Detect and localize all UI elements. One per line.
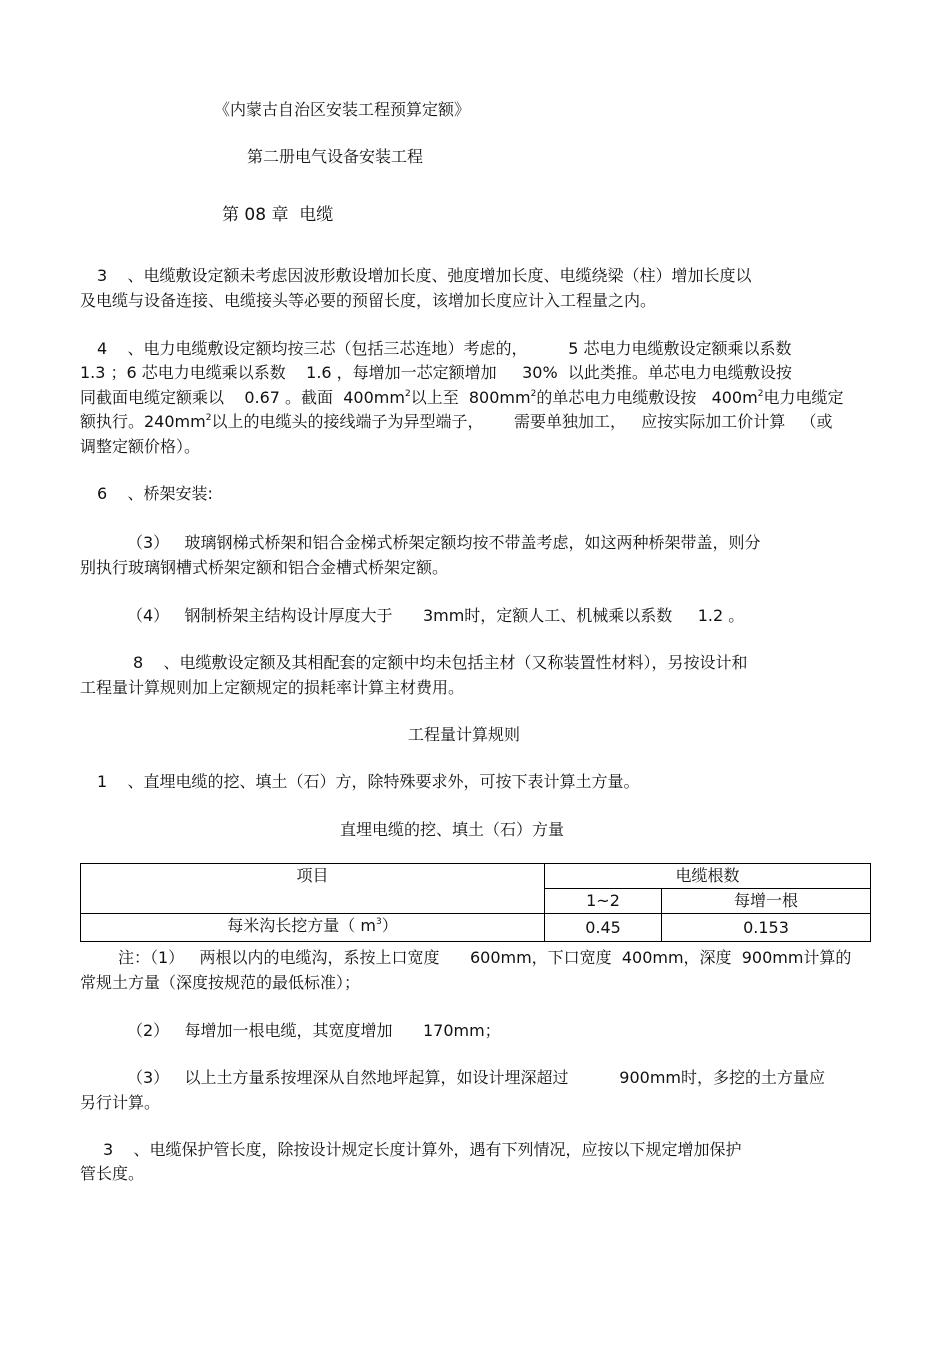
table-row-label-close: ） <box>381 916 398 935</box>
table-row-label-text: 每米沟长挖方量（ m <box>227 916 376 935</box>
superscript-2: 2 <box>757 389 764 399</box>
table-header-each-additional: 每增一根 <box>662 889 871 914</box>
paragraph-4-line-3a: 同截面电缆定额乘以 0.67 。截面 400mm <box>80 388 405 407</box>
note-1-line-1: 注：（1） 两根以内的电缆沟，系按上口宽度 600mm，下口宽度 400mm，深度 900mm计算的 <box>118 948 852 967</box>
table-header-item: 项目 <box>81 864 545 914</box>
paragraph-4-line-3b: 以上至 800mm <box>410 388 531 407</box>
rules-title: 工程量计算规则 <box>408 725 521 744</box>
superscript-2: 2 <box>530 389 537 399</box>
superscript-3: 3 <box>375 917 382 927</box>
note-1-line-2: 常规土方量（深度按规范的最低标准）； <box>80 973 361 992</box>
paragraph-4-line-3c: 的单芯电力电缆敷设按 400m <box>536 388 758 407</box>
paragraph-3-line-2: 及电缆与设备连接、电缆接头等必要的预留长度，该增加长度应计入工程量之内。 <box>80 291 657 310</box>
table-row-label <box>81 914 545 942</box>
paragraph-8-line-2: 工程量计算规则加上定额规定的损耗率计算主材费用。 <box>80 678 465 697</box>
paragraph-4-line-3d: 电力电缆定 <box>763 388 844 407</box>
rule-1: 1 、直埋电缆的挖、填土（石）方，除特殊要求外，可按下表计算土方量。 <box>97 772 640 791</box>
note-3-line-2: 另行计算。 <box>80 1093 161 1112</box>
paragraph-8-line-1: 8 、电缆敷设定额及其相配套的定额中均未包括主材（又称装置性材料），另按设计和 <box>133 653 748 672</box>
table-header-row <box>81 864 871 889</box>
superscript-2: 2 <box>404 389 411 399</box>
paragraph-4-line-3 <box>80 387 843 412</box>
paragraph-4-line-2: 1.3 ；6 芯电力电缆乘以系数 1.6 ，每增加一芯定额增加 30% 以此类推。单芯电力电缆敷设按 <box>80 363 792 382</box>
chapter-title: 第 08 章 电缆 <box>222 205 334 225</box>
book-title: 《内蒙古自治区安装工程预算定额》 <box>214 100 471 119</box>
paragraph-4-line-4b: 以上的电缆头的接线端子为异型端子， 需要单独加工， 应按实际加工价计算 （或 <box>211 412 833 431</box>
paragraph-6-item-3-line-2: 别执行玻璃钢槽式桥架定额和铝合金槽式桥架定额。 <box>80 558 449 577</box>
paragraph-3-line-1: 3 、电缆敷设定额未考虑因波形敷设增加长度、弛度增加长度、电缆绕梁（柱）增加长度以 <box>97 266 752 285</box>
superscript-2: 2 <box>205 413 212 423</box>
table-title: 直埋电缆的挖、填土（石）方量 <box>340 820 565 839</box>
table-header-1-2: 1~2 <box>545 889 662 914</box>
rule-3-line-1: 3 、电缆保护管长度，除按设计规定长度计算外，遇有下列情况，应按以下规定增加保护 <box>103 1140 742 1159</box>
paragraph-6-item-3-line-1: （3） 玻璃钢梯式桥架和铝合金梯式桥架定额均按不带盖考虑，如这两种桥架带盖，则分 <box>127 533 761 552</box>
volume-title: 第二册电气设备安装工程 <box>247 147 424 166</box>
table-cell-value-2: 0.153 <box>662 914 871 942</box>
note-2: （2） 每增加一根电缆，其宽度增加 170mm； <box>127 1021 501 1040</box>
paragraph-6-item-4: （4） 钢制桥架主结构设计厚度大于 3mm时，定额人工、机械乘以系数 1.2 。 <box>127 606 745 625</box>
note-3-line-1: （3） 以上土方量系按埋深从自然地坪起算，如设计埋深超过 900mm时，多挖的土方量应 <box>127 1068 826 1087</box>
paragraph-4-line-4 <box>80 411 833 436</box>
rule-3-line-2: 管长度。 <box>80 1164 145 1183</box>
paragraph-6-heading: 6 、桥架安装: <box>97 484 213 503</box>
table-header-cable-count: 电缆根数 <box>545 864 871 889</box>
table-row <box>81 914 871 942</box>
table-cell-value-1: 0.45 <box>545 914 662 942</box>
earthwork-table <box>80 863 871 942</box>
paragraph-4-line-4a: 额执行。240mm <box>80 412 206 431</box>
paragraph-4-line-1: 4 、电力电缆敷设定额均按三芯（包括三芯连地）考虑的， 5 芯电力电缆敷设定额乘以系数 <box>97 339 792 358</box>
paragraph-4-line-5: 调整定额价格）。 <box>80 437 201 456</box>
